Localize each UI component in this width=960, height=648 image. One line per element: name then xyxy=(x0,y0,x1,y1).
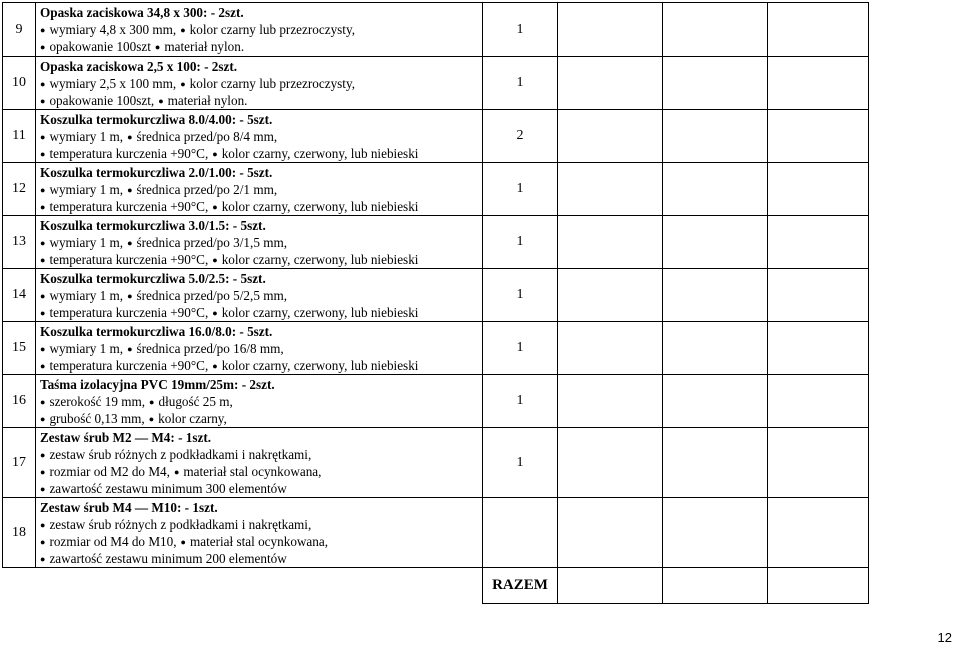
quantity: 1 xyxy=(483,269,558,322)
spec-line xyxy=(40,393,482,410)
empty-cell xyxy=(768,57,869,110)
spec-item: ● wymiary 1 m, xyxy=(40,341,123,356)
empty-cell xyxy=(768,110,869,163)
empty-cell xyxy=(663,375,768,428)
order-table xyxy=(2,2,869,604)
empty-cell xyxy=(558,110,663,163)
spec-item: ● wymiary 2,5 x 100 mm, xyxy=(40,76,176,91)
empty-cell xyxy=(663,163,768,216)
spec-item: ● średnica przed/po 3/1,5 mm, xyxy=(127,235,287,250)
empty-cell xyxy=(663,3,768,57)
empty-cell xyxy=(558,498,663,568)
spec-line xyxy=(40,128,482,145)
spec-line xyxy=(40,480,482,497)
empty-cell xyxy=(558,163,663,216)
empty-cell xyxy=(558,216,663,269)
empty-cell xyxy=(663,498,768,568)
empty-cell xyxy=(663,216,768,269)
spec-item: ● wymiary 4,8 x 300 mm, xyxy=(40,22,176,37)
spec-item: ● wymiary 1 m, xyxy=(40,129,123,144)
empty-cell xyxy=(663,322,768,375)
row-number: 13 xyxy=(3,216,36,269)
row-number: 17 xyxy=(3,428,36,498)
item-description xyxy=(36,428,483,498)
spec-line xyxy=(40,38,482,55)
spec-item: ● materiał stal ocynkowana, xyxy=(181,534,329,549)
spec-item: ● temperatura kurczenia +90°C, xyxy=(40,146,208,161)
total-cell xyxy=(663,568,768,604)
item-title: Zestaw śrub M4 — M10: - 1szt. xyxy=(40,500,218,515)
item-title: Koszulka termokurczliwa 16.0/8.0: - 5szt. xyxy=(40,324,273,339)
spec-item: ● wymiary 1 m, xyxy=(40,288,123,303)
table-row xyxy=(3,322,869,375)
spec-item: ● materiał nylon. xyxy=(158,93,247,108)
spec-item: ● materiał nylon. xyxy=(155,39,244,54)
spec-item: ● temperatura kurczenia +90°C, xyxy=(40,305,208,320)
quantity xyxy=(483,498,558,568)
spec-item: ● wymiary 1 m, xyxy=(40,182,123,197)
spec-line xyxy=(40,198,482,215)
spec-item: ● opakowanie 100szt, xyxy=(40,93,154,108)
row-number: 11 xyxy=(3,110,36,163)
spec-line xyxy=(40,550,482,567)
item-description xyxy=(36,322,483,375)
empty-cell xyxy=(663,269,768,322)
empty-cell xyxy=(558,57,663,110)
total-cell xyxy=(558,568,663,604)
empty-cell xyxy=(768,375,869,428)
spec-item: ● szerokość 19 mm, xyxy=(40,394,145,409)
quantity: 1 xyxy=(483,322,558,375)
spec-line xyxy=(40,92,482,109)
empty-cell xyxy=(663,110,768,163)
quantity: 1 xyxy=(483,428,558,498)
empty-cell xyxy=(558,322,663,375)
empty-cell xyxy=(663,428,768,498)
item-title: Koszulka termokurczliwa 3.0/1.5: - 5szt. xyxy=(40,218,266,233)
empty-cell xyxy=(558,428,663,498)
spec-item: ● zawartość zestawu minimum 300 elementów xyxy=(40,481,287,496)
item-description xyxy=(36,375,483,428)
empty-cell xyxy=(768,269,869,322)
spec-item: ● średnica przed/po 8/4 mm, xyxy=(127,129,277,144)
spec-item: ● kolor czarny lub przezroczysty, xyxy=(180,22,355,37)
spec-line xyxy=(40,463,482,480)
spec-item: ● rozmiar od M2 do M4, xyxy=(40,464,170,479)
spec-item: ● zestaw śrub różnych z podkładkami i nakrętkami, xyxy=(40,517,311,532)
quantity: 1 xyxy=(483,57,558,110)
item-description xyxy=(36,498,483,568)
spec-line xyxy=(40,357,482,374)
spec-line xyxy=(40,21,482,38)
total-row xyxy=(3,568,869,604)
spec-item: ● długość 25 m, xyxy=(149,394,233,409)
empty-cell xyxy=(768,3,869,57)
spec-line xyxy=(40,446,482,463)
table-row xyxy=(3,163,869,216)
table-row xyxy=(3,269,869,322)
row-number: 14 xyxy=(3,269,36,322)
item-title: Opaska zaciskowa 34,8 x 300: - 2szt. xyxy=(40,5,244,20)
page-number: 12 xyxy=(937,630,952,645)
row-number: 18 xyxy=(3,498,36,568)
spec-item: ● wymiary 1 m, xyxy=(40,235,123,250)
spec-item: ● średnica przed/po 2/1 mm, xyxy=(127,182,277,197)
empty-cell xyxy=(768,428,869,498)
row-number: 9 xyxy=(3,3,36,57)
spec-item: ● średnica przed/po 5/2,5 mm, xyxy=(127,288,287,303)
empty-cell xyxy=(558,269,663,322)
spec-line xyxy=(40,287,482,304)
spec-item: ● kolor czarny, czerwony, lub niebieski xyxy=(212,252,418,267)
empty-cell xyxy=(768,163,869,216)
item-description xyxy=(36,216,483,269)
spec-line xyxy=(40,251,482,268)
item-description xyxy=(36,163,483,216)
spec-item: ● kolor czarny lub przezroczysty, xyxy=(180,76,355,91)
quantity: 1 xyxy=(483,163,558,216)
spec-line xyxy=(40,410,482,427)
spec-item: ● kolor czarny, xyxy=(149,411,227,426)
spec-item: ● zawartość zestawu minimum 200 elementów xyxy=(40,551,287,566)
spec-item: ● kolor czarny, czerwony, lub niebieski xyxy=(212,305,418,320)
spec-line xyxy=(40,304,482,321)
spec-item: ● materiał stal ocynkowana, xyxy=(174,464,322,479)
quantity: 1 xyxy=(483,216,558,269)
spec-line xyxy=(40,75,482,92)
empty-cell xyxy=(663,57,768,110)
table-row xyxy=(3,57,869,110)
item-title: Koszulka termokurczliwa 2.0/1.00: - 5szt. xyxy=(40,165,273,180)
spec-line xyxy=(40,234,482,251)
item-title: Koszulka termokurczliwa 5.0/2.5: - 5szt. xyxy=(40,271,266,286)
table-row xyxy=(3,216,869,269)
table-row xyxy=(3,110,869,163)
row-number: 12 xyxy=(3,163,36,216)
spec-item: ● grubość 0,13 mm, xyxy=(40,411,145,426)
item-description xyxy=(36,3,483,57)
spec-item: ● kolor czarny, czerwony, lub niebieski xyxy=(212,146,418,161)
spec-item: ● opakowanie 100szt xyxy=(40,39,151,54)
item-title: Zestaw śrub M2 — M4: - 1szt. xyxy=(40,430,212,445)
quantity: 2 xyxy=(483,110,558,163)
row-number: 15 xyxy=(3,322,36,375)
item-description xyxy=(36,269,483,322)
total-cell xyxy=(768,568,869,604)
quantity: 1 xyxy=(483,3,558,57)
spec-item: ● temperatura kurczenia +90°C, xyxy=(40,252,208,267)
empty-cell xyxy=(768,498,869,568)
spec-line xyxy=(40,516,482,533)
empty-cell xyxy=(558,3,663,57)
spec-line xyxy=(40,145,482,162)
spec-item: ● rozmiar od M4 do M10, xyxy=(40,534,177,549)
spec-item: ● kolor czarny, czerwony, lub niebieski xyxy=(212,358,418,373)
spec-item: ● temperatura kurczenia +90°C, xyxy=(40,358,208,373)
table-row xyxy=(3,498,869,568)
row-number: 10 xyxy=(3,57,36,110)
item-title: Opaska zaciskowa 2,5 x 100: - 2szt. xyxy=(40,59,238,74)
item-title: Koszulka termokurczliwa 8.0/4.00: - 5szt. xyxy=(40,112,273,127)
empty-cell xyxy=(558,375,663,428)
spec-line xyxy=(40,533,482,550)
table-row xyxy=(3,428,869,498)
spec-item: ● temperatura kurczenia +90°C, xyxy=(40,199,208,214)
empty-cell xyxy=(768,322,869,375)
quantity: 1 xyxy=(483,375,558,428)
row-number: 16 xyxy=(3,375,36,428)
item-description xyxy=(36,110,483,163)
table-row xyxy=(3,3,869,57)
empty-cell xyxy=(768,216,869,269)
item-description xyxy=(36,57,483,110)
item-title: Taśma izolacyjna PVC 19mm/25m: - 2szt. xyxy=(40,377,275,392)
table-row xyxy=(3,375,869,428)
total-label: RAZEM xyxy=(483,568,558,604)
spec-line xyxy=(40,181,482,198)
spec-item: ● średnica przed/po 16/8 mm, xyxy=(127,341,284,356)
spec-line xyxy=(40,340,482,357)
spec-item: ● zestaw śrub różnych z podkładkami i nakrętkami, xyxy=(40,447,311,462)
empty-cell xyxy=(3,568,483,604)
spec-item: ● kolor czarny, czerwony, lub niebieski xyxy=(212,199,418,214)
